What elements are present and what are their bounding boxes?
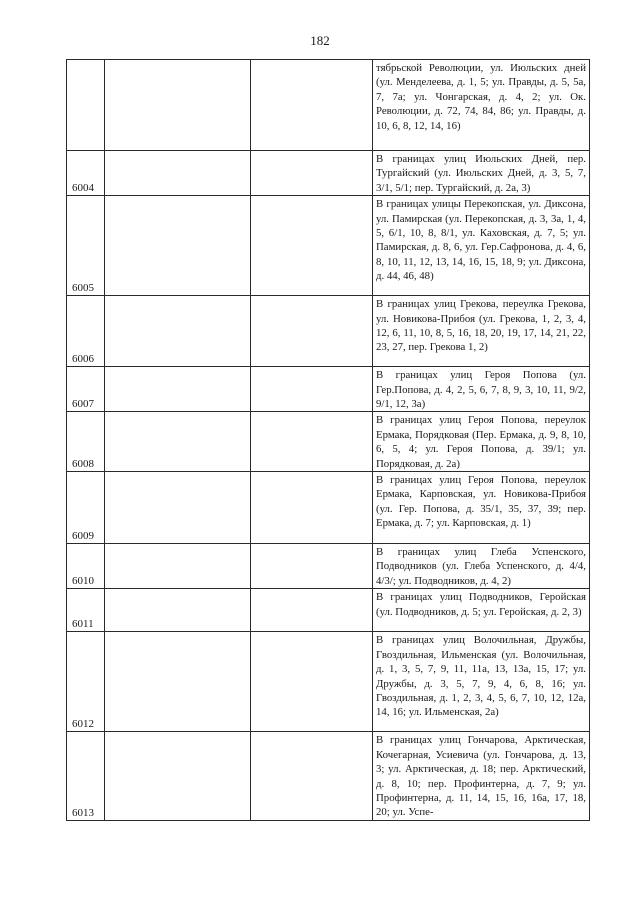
empty-cell	[251, 151, 373, 196]
empty-cell	[251, 544, 373, 589]
empty-cell	[251, 589, 373, 632]
row-description-text: В границах улиц Глеба Успенского, Подводников (ул. Глеба Успенского, д. 4/4, 4/3/; ул. Подводников, д. 4, 2)	[376, 546, 586, 587]
empty-cell	[251, 60, 373, 151]
empty-cell	[105, 296, 251, 367]
table-row	[67, 60, 590, 151]
empty-cell	[105, 60, 251, 151]
table-row	[67, 367, 590, 412]
row-number: 6007	[67, 367, 105, 412]
empty-cell	[251, 196, 373, 296]
empty-cell	[105, 412, 251, 472]
row-description-text: В границах улиц Волочильная, Дружбы, Гвоздильная, Ильменская (ул. Волочильная, д. 1, 3, 5, 7, 9, 11, 11а, 13, 13а, 15, 17; ул. Дружбы, д. 3, 5, 7, 9, 4, 6, 8, 16; ул. Гвоздильная, д. 1, 2, 3, 4, 5, 6, 7, 10, 12, 12а, 14, 16; ул. Ильменская, 2а)	[376, 634, 586, 719]
empty-cell	[105, 151, 251, 196]
row-number: 6009	[67, 472, 105, 544]
row-description	[373, 60, 590, 151]
row-description-text: В границах улицы Перекопская, ул. Диксона, ул. Памирская (ул. Перекопская, д. 3, 3а, 1, 4, 5, 6/1, 10, 8, 8/1, ул. Каховская, д. 7, 5; ул. Памирская, д. 8, 6, ул. Гер.Сафронова, д. 4, 6, 8, 10, 11, 12, 13, 14, 16, 15, 18, 9; ул. Диксона, д. 44, 46, 48)	[376, 198, 586, 283]
page-number: 182	[310, 33, 330, 48]
table-row	[67, 632, 590, 732]
row-description-text: В границах улиц Подводников, Геройская (ул. Подводников, д. 5; ул. Геройская, д. 2, 3)	[376, 591, 586, 618]
empty-cell	[251, 732, 373, 820]
row-description	[373, 544, 590, 589]
empty-cell	[251, 296, 373, 367]
row-description-text: тябрьской Революции, ул. Июльских дней (ул. Менделеева, д. 1, 5; ул. Правды, д. 5, 5а, 7, 7а; ул. Чонгарская, д. 4, 2; ул. Ок. Революции, д. 72, 74, 84, 86; ул. Правды, д. 10, 6, 8, 12, 14, 16)	[376, 62, 586, 132]
table-row	[67, 472, 590, 544]
empty-cell	[251, 367, 373, 412]
row-description	[373, 472, 590, 544]
row-number: 6013	[67, 732, 105, 820]
row-number: 6006	[67, 296, 105, 367]
table-row	[67, 589, 590, 632]
empty-cell	[251, 632, 373, 732]
row-number: 6008	[67, 412, 105, 472]
row-description-text: В границах улиц Героя Попова, переулок Ермака, Порядковая (Пер. Ермака, д. 9, 8, 10, 6, 5, 4; ул. Героя Попова, д. 39/1; ул. Порядковая, д. 2а)	[376, 414, 586, 470]
row-description	[373, 632, 590, 732]
table-row	[67, 732, 590, 820]
table-row	[67, 196, 590, 296]
row-number: 6010	[67, 544, 105, 589]
empty-cell	[251, 412, 373, 472]
row-description	[373, 732, 590, 820]
empty-cell	[105, 632, 251, 732]
empty-cell	[105, 732, 251, 820]
row-description	[373, 196, 590, 296]
row-description	[373, 151, 590, 196]
empty-cell	[251, 472, 373, 544]
row-description	[373, 412, 590, 472]
empty-cell	[105, 472, 251, 544]
row-description-text: В границах улиц Героя Попова (ул. Гер.Попова, д. 4, 2, 5, 6, 7, 8, 9, 3, 10, 11, 9/2, 9/1, 12, 3а)	[376, 369, 586, 411]
row-description	[373, 296, 590, 367]
empty-cell	[105, 589, 251, 632]
row-description	[373, 367, 590, 412]
row-number: 6011	[67, 589, 105, 632]
table-row	[67, 296, 590, 367]
row-number: 6005	[67, 196, 105, 296]
empty-cell	[105, 544, 251, 589]
row-number: 6004	[67, 151, 105, 196]
row-description-text: В границах улиц Июльских Дней, пер. Тургайский (ул. Июльских Дней, д. 3, 5, 7, 3/1, 5/1; пер. Тургайский, д. 2а, 3)	[376, 153, 586, 194]
table-row	[67, 151, 590, 196]
empty-cell	[105, 367, 251, 412]
row-description-text: В границах улиц Героя Попова, переулок Ермака, Карповская, ул. Новикова-Прибоя (ул. Гер. Попова, д. 35/1, 35, 37, 39; пер. Ермака, д. 7; ул. Карповская, д. 1)	[376, 474, 586, 530]
row-description-text: В границах улиц Гончарова, Арктическая, Кочегарная, Усиевича (ул. Гончарова, д. 13, 3; ул. Арктическая, д. 18; пер. Арктический, д. 8, 10; пер. Профинтерна, д. 7, 9; ул. Профинтерна, д. 11, 14, 15, 16, 16а, 17, 18, 20; ул. Успе-	[376, 734, 586, 819]
district-table	[66, 59, 590, 821]
row-number	[67, 60, 105, 151]
row-number: 6012	[67, 632, 105, 732]
row-description-text: В границах улиц Грекова, переулка Грекова, ул. Новикова-Прибоя (ул. Грекова, 1, 2, 3, 4, 12, 6, 11, 10, 8, 5, 16, 18, 20, 19, 17, 14, 21, 22, 23, 27, пер. Грекова 1, 2)	[376, 298, 586, 354]
table-row	[67, 544, 590, 589]
empty-cell	[105, 196, 251, 296]
row-description	[373, 589, 590, 632]
table-row	[67, 412, 590, 472]
